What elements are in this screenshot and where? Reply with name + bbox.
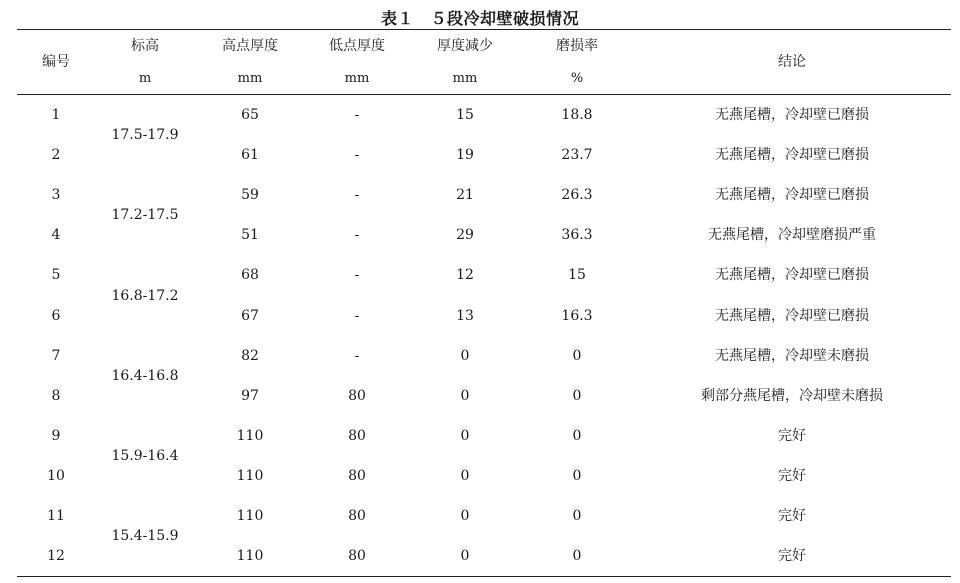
- cell-id: 8: [51, 388, 61, 404]
- cell-wear-rate: 0: [572, 548, 582, 564]
- cell-id: 3: [51, 187, 61, 203]
- cell-id: 7: [51, 348, 61, 364]
- cell-low-thickness: -: [354, 227, 360, 243]
- cell-id: 4: [51, 227, 61, 243]
- table-title: 表１ ５段冷却壁破损情况: [380, 9, 579, 28]
- cell-high-thickness: 65: [241, 107, 259, 123]
- cell-thickness-reduction: 15: [456, 107, 474, 123]
- cell-id: 2: [51, 147, 61, 163]
- cell-conclusion: 无燕尾槽，冷却壁已磨损: [715, 308, 869, 324]
- cell-conclusion: 无燕尾槽，冷却壁已磨损: [715, 107, 869, 123]
- cell-conclusion: 剩部分燕尾槽，冷却壁未磨损: [701, 388, 883, 404]
- header-low-thickness: 低点厚度: [329, 38, 385, 54]
- cell-conclusion: 无燕尾槽，冷却壁已磨损: [715, 147, 869, 163]
- cell-id: 1: [51, 107, 61, 123]
- cell-thickness-reduction: 0: [460, 388, 470, 404]
- cell-id: 10: [47, 468, 65, 484]
- cell-conclusion: 完好: [778, 428, 806, 444]
- cell-id: 11: [47, 508, 65, 524]
- header-wear-rate: 磨损率: [556, 38, 598, 54]
- cell-high-thickness: 110: [236, 468, 264, 484]
- cell-high-thickness: 82: [241, 348, 259, 364]
- bottom-rule: [17, 576, 951, 577]
- cell-wear-rate: 16.3: [561, 308, 593, 324]
- cell-high-thickness: 110: [236, 548, 264, 564]
- cell-thickness-reduction: 0: [460, 468, 470, 484]
- cell-wear-rate: 0: [572, 468, 582, 484]
- cell-conclusion: 无燕尾槽，冷却壁磨损严重: [708, 227, 876, 243]
- cell-high-thickness: 110: [236, 428, 264, 444]
- cell-wear-rate: 0: [572, 388, 582, 404]
- cell-high-thickness: 59: [241, 187, 259, 203]
- cell-low-thickness: 80: [348, 468, 366, 484]
- cell-thickness-reduction: 0: [460, 428, 470, 444]
- header-low-thickness-unit: mm: [344, 71, 370, 86]
- cell-high-thickness: 61: [241, 147, 259, 163]
- top-rule: [17, 29, 951, 30]
- cell-high-thickness: 67: [241, 308, 259, 324]
- cell-conclusion: 无燕尾槽，冷却壁未磨损: [715, 348, 869, 364]
- cell-elevation: 16.4-16.8: [111, 368, 179, 384]
- cell-wear-rate: 23.7: [561, 147, 593, 163]
- cell-wear-rate: 0: [572, 348, 582, 364]
- header-high-thickness-unit: mm: [237, 71, 263, 86]
- cell-conclusion: 无燕尾槽，冷却壁已磨损: [715, 267, 869, 283]
- cell-elevation: 17.2-17.5: [111, 207, 179, 223]
- cell-wear-rate: 26.3: [561, 187, 593, 203]
- cell-elevation: 15.4-15.9: [111, 528, 179, 544]
- cell-high-thickness: 97: [241, 388, 259, 404]
- cell-wear-rate: 0: [572, 508, 582, 524]
- cell-low-thickness: 80: [348, 548, 366, 564]
- cell-high-thickness: 110: [236, 508, 264, 524]
- cell-id: 9: [51, 428, 61, 444]
- cell-low-thickness: 80: [348, 428, 366, 444]
- cell-thickness-reduction: 12: [456, 267, 474, 283]
- cell-thickness-reduction: 0: [460, 508, 470, 524]
- cell-conclusion: 完好: [778, 548, 806, 564]
- cell-elevation: 16.8-17.2: [111, 288, 179, 304]
- cell-low-thickness: -: [354, 348, 360, 364]
- cell-wear-rate: 18.8: [561, 107, 593, 123]
- cell-low-thickness: 80: [348, 388, 366, 404]
- cell-high-thickness: 68: [241, 267, 259, 283]
- header-thickness-reduction: 厚度减少: [437, 38, 493, 54]
- header-conclusion: 结论: [778, 54, 806, 70]
- cell-id: 5: [51, 267, 61, 283]
- cell-thickness-reduction: 0: [460, 548, 470, 564]
- cell-id: 6: [51, 308, 61, 324]
- header-high-thickness: 高点厚度: [222, 38, 278, 54]
- cell-elevation: 15.9-16.4: [111, 448, 179, 464]
- cell-wear-rate: 15: [568, 267, 586, 283]
- header-wear-rate-unit: %: [570, 71, 584, 86]
- cell-low-thickness: -: [354, 107, 360, 123]
- cell-thickness-reduction: 29: [456, 227, 474, 243]
- header-rule: [17, 94, 951, 95]
- cell-conclusion: 无燕尾槽，冷却壁已磨损: [715, 187, 869, 203]
- cell-high-thickness: 51: [241, 227, 259, 243]
- cell-low-thickness: -: [354, 267, 360, 283]
- cell-wear-rate: 36.3: [561, 227, 593, 243]
- cell-conclusion: 完好: [778, 468, 806, 484]
- cell-low-thickness: 80: [348, 508, 366, 524]
- cell-id: 12: [47, 548, 65, 564]
- cell-thickness-reduction: 21: [456, 187, 474, 203]
- cell-conclusion: 完好: [778, 508, 806, 524]
- header-thickness-reduction-unit: mm: [452, 71, 478, 86]
- cell-thickness-reduction: 19: [456, 147, 474, 163]
- header-id: 编号: [42, 54, 70, 70]
- cell-low-thickness: -: [354, 187, 360, 203]
- cell-wear-rate: 0: [572, 428, 582, 444]
- cell-thickness-reduction: 0: [460, 348, 470, 364]
- header-elevation-unit: m: [138, 71, 152, 86]
- cell-low-thickness: -: [354, 308, 360, 324]
- cell-elevation: 17.5-17.9: [111, 127, 179, 143]
- cell-thickness-reduction: 13: [456, 308, 474, 324]
- cell-low-thickness: -: [354, 147, 360, 163]
- header-elevation: 标高: [131, 38, 159, 54]
